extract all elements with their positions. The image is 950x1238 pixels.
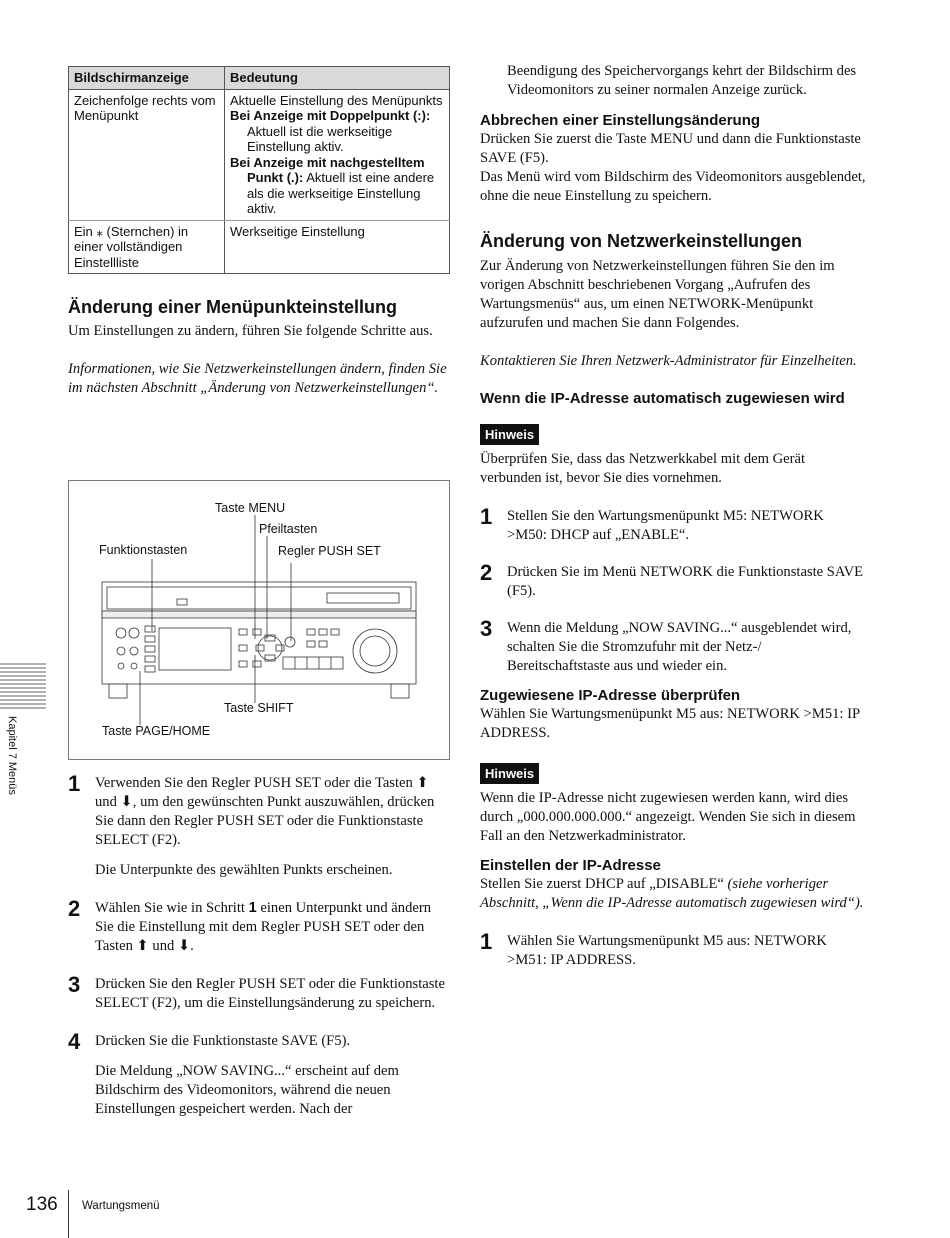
paragraph: Das Menü wird vom Bildschirm des Videomonitors ausgeblendet, ohne die neue Einstellung zu speichern. [480, 169, 866, 204]
section-heading: Änderung einer Menüpunkteinstellung [68, 297, 398, 317]
cell-text: Aktuelle Einstellung des Menüpunkts [230, 92, 443, 108]
table-cell: Ein ⁎ (Sternchen) in einer vollständigen Einstellliste [69, 220, 225, 274]
step-number: 2 [480, 560, 493, 585]
table-row [69, 89, 450, 220]
bullet-bold: Bei Anzeige mit Doppelpunkt (:): [230, 108, 431, 123]
label-push-set: Regler PUSH SET [278, 544, 381, 558]
paragraph: Wählen Sie Wartungsmenüpunkt M5 aus: NETWORK >M51: IP ADDRESS. [480, 706, 860, 741]
step-number: 1 [480, 929, 493, 954]
paragraph [480, 875, 866, 913]
device-figure [68, 480, 450, 760]
step-ref: 1 [248, 900, 257, 916]
paragraph: Drücken Sie zuerst die Taste MENU und dann die Funktionstaste SAVE (F5). [480, 131, 861, 166]
footer-divider [68, 1190, 69, 1238]
footer-section: Wartungsmenü [82, 1200, 160, 1212]
label-arrow-keys: Pfeiltasten [259, 522, 318, 536]
note-paragraph: Informationen, wie Sie Netzwerkeinstellungen ändern, finden Sie im nächsten Abschnitt „Änderung von Netzwerkeinstellungen“. [68, 361, 447, 396]
step-text-pre: Wählen Sie wie in Schritt [95, 900, 249, 916]
step-text: Verwenden Sie den Regler PUSH SET oder die Tasten ⬆ und ⬇, um den gewünschten Punkt auszuwählen, drücken Sie dann den Regler PUSH SET oder die Funktionstaste SELECT (F2). [95, 775, 435, 848]
step-text: Drücken Sie im Menü NETWORK die Funktionstaste SAVE (F5). [507, 564, 864, 599]
right-column [480, 62, 866, 970]
step-subtext: Die Unterpunkte des gewählten Punkts erscheinen. [95, 862, 393, 878]
step-text: Wenn die Meldung „NOW SAVING...“ ausgeblendet wird, schalten Sie die Stromzufuhr mit der Netz-/ Bereitschaftstaste aus und wieder ein. [507, 620, 852, 674]
page-footer [0, 1190, 300, 1238]
step-number: 1 [68, 771, 81, 796]
label-function-keys: Funktionstasten [99, 543, 188, 557]
cell-bullet [230, 108, 444, 155]
set-text: Stellen Sie zuerst DHCP auf „DISABLE“ [480, 876, 728, 892]
right-step-set-1 [480, 929, 866, 970]
meaning-table [68, 66, 450, 274]
table-header-row [69, 67, 450, 90]
table-header: Bedeutung [225, 67, 450, 90]
paragraph: Wenn die IP-Adresse nicht zugewiesen werden kann, wird dies durch „000.000.000.000.“ angezeigt. Wenden Sie sich in diesem Fall an den Netzwerkadministrator. [480, 790, 856, 844]
left-column [68, 66, 450, 398]
subheading: Einstellen der IP-Adresse [480, 857, 661, 874]
bullet-text: Aktuell ist die werkseitige Einstellung aktiv. [247, 123, 393, 154]
step-number: 3 [480, 616, 493, 641]
step-number: 4 [68, 1029, 81, 1054]
step-text [95, 899, 450, 956]
step-number: 3 [68, 972, 81, 997]
section-heading: Änderung von Netzwerkeinstellungen [480, 231, 803, 251]
paragraph: Zur Änderung von Netzwerkeinstellungen führen Sie den im vorigen Abschnitt beschriebenen Vorgang „Aufrufen des Wartungsmenüs“ aus, um einen NETWORK-Menüpunkt aufzurufen und machen Sie dann Folgendes. [480, 258, 835, 331]
step-text: Drücken Sie den Regler PUSH SET oder die Funktionstaste SELECT (F2), um die Einstellungsänderung zu speichern. [95, 976, 445, 1011]
table-cell: Werkseitige Einstellung [225, 220, 450, 274]
note-paragraph: Kontaktieren Sie Ihren Netzwerk-Administrator für Einzelheiten. [480, 353, 857, 369]
continued-text: Beendigung des Speichervorgangs kehrt der Bildschirm des Videomonitors zu seiner normalen Anzeige zurück. [507, 63, 857, 98]
chapter-label: Kapitel 7 Menüs [6, 716, 18, 795]
right-step-2 [480, 560, 866, 601]
table-row [69, 220, 450, 274]
note-box [480, 763, 866, 784]
step-subtext: Die Meldung „NOW SAVING...“ erscheint auf dem Bildschirm des Videomonitors, während die neuen Einstellungen gespeichert werden. Nach der [95, 1063, 399, 1117]
step-4 [68, 1029, 450, 1119]
step-3 [68, 972, 450, 1013]
table-cell [225, 89, 450, 220]
step-text: Stellen Sie den Wartungsmenüpunkt M5: NETWORK >M50: DHCP auf „ENABLE“. [507, 508, 824, 543]
hinweis-label: Hinweis [480, 424, 539, 445]
left-steps [68, 771, 450, 1119]
bullet-bold: Bei Anzeige mit nachgestelltem Punkt (.): [230, 154, 425, 185]
right-step-1 [480, 504, 866, 545]
subheading: Abbrechen einer Einstellungsänderung [480, 112, 761, 129]
step-2 [68, 896, 450, 956]
paragraph: Um Einstellungen zu ändern, führen Sie folgende Schritte aus. [68, 323, 433, 339]
page-number: 136 [26, 1194, 58, 1215]
label-page-home-key: Taste PAGE/HOME [102, 724, 211, 738]
table-cell: Zeichenfolge rechts vom Menüpunkt [69, 89, 225, 220]
label-menu-key: Taste MENU [215, 501, 286, 515]
chapter-side-label [6, 716, 38, 806]
paragraph: Überprüfen Sie, dass das Netzwerkkabel mit dem Gerät verbunden ist, bevor Sie dies vornehmen. [480, 451, 806, 486]
subheading: Zugewiesene IP-Adresse überprüfen [480, 687, 741, 704]
step-1 [68, 771, 450, 880]
chapter-tab-lines [0, 662, 46, 710]
set-italic: (siehe vorheriger Abschnitt, „Wenn die IP-Adresse automatisch zugewiesen wird“). [480, 876, 864, 911]
subheading: Wenn die IP-Adresse automatisch zugewiesen wird [480, 390, 845, 407]
step-text: Wählen Sie Wartungsmenüpunkt M5 aus: NETWORK >M51: IP ADDRESS. [507, 933, 827, 968]
right-step-3 [480, 616, 866, 676]
table-header: Bildschirmanzeige [69, 67, 225, 90]
step-number: 1 [480, 504, 493, 529]
cell-bullet [230, 155, 444, 217]
note-box [480, 424, 866, 445]
hinweis-label: Hinweis [480, 763, 539, 784]
step-text-post: einen Unterpunkt und ändern Sie die Einstellung mit dem Regler PUSH SET oder den Tasten ⬆ und ⬇. [95, 900, 431, 954]
bullet-text: Aktuell ist eine andere als die werkseitige Einstellung aktiv. [247, 170, 435, 216]
label-shift-key: Taste SHIFT [224, 701, 294, 715]
step-number: 2 [68, 896, 81, 921]
step-text: Drücken Sie die Funktionstaste SAVE (F5). [95, 1033, 351, 1049]
